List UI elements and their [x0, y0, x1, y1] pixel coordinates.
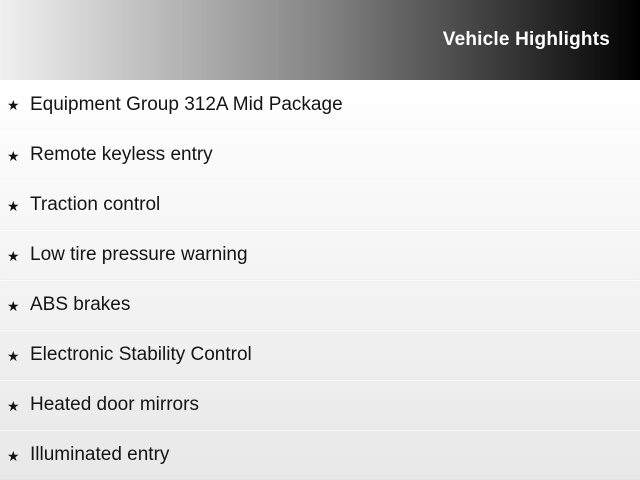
- header: [0, 0, 640, 80]
- star-icon: ★: [7, 247, 20, 264]
- list-item: [0, 180, 640, 230]
- highlight-label: Electronic Stability Control: [30, 344, 252, 366]
- list-item: [0, 430, 640, 480]
- star-icon: ★: [7, 97, 20, 113]
- highlight-label: Low tire pressure warning: [30, 244, 248, 266]
- highlight-label: Illuminated entry: [30, 444, 170, 466]
- list-item: [0, 280, 640, 330]
- list-item: [0, 230, 640, 280]
- highlight-label: ABS brakes: [30, 294, 131, 316]
- highlight-label: Remote keyless entry: [30, 144, 213, 166]
- list-item: [0, 130, 640, 180]
- star-icon: ★: [7, 197, 20, 214]
- list-item: [0, 330, 640, 380]
- highlight-label: Traction control: [30, 194, 161, 216]
- list-item: [0, 380, 640, 430]
- highlight-label: Heated door mirrors: [30, 394, 199, 416]
- highlight-label: Equipment Group 312A Mid Package: [30, 93, 343, 115]
- star-icon: ★: [7, 347, 20, 364]
- star-icon: ★: [7, 147, 20, 164]
- star-icon: ★: [7, 297, 20, 314]
- page-title: Vehicle Highlights: [442, 29, 610, 50]
- star-icon: ★: [7, 447, 20, 464]
- list-item: [0, 80, 640, 130]
- highlights-list: [0, 80, 640, 480]
- star-icon: ★: [7, 397, 20, 414]
